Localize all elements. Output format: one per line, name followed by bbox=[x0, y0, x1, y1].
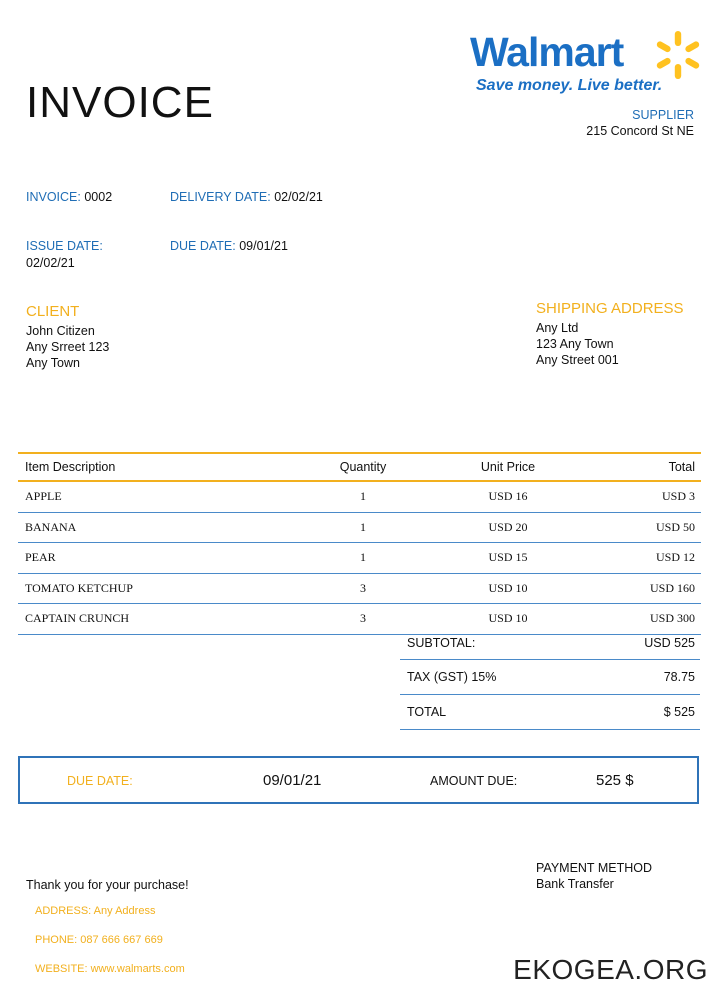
amount-due-box bbox=[18, 756, 699, 804]
shipping-line: Any Street 001 bbox=[536, 353, 619, 367]
client-line: Any Srreet 123 bbox=[26, 340, 110, 354]
item-unit-price: USD 20 bbox=[488, 519, 528, 534]
item-unit-price: USD 10 bbox=[488, 580, 528, 595]
subtotal-value: USD 525 bbox=[644, 636, 695, 650]
table-row bbox=[18, 513, 701, 544]
totals-block bbox=[400, 627, 700, 730]
item-total: USD 160 bbox=[649, 580, 695, 595]
due-date-value: 09/01/21 bbox=[239, 239, 288, 253]
item-description: PEAR bbox=[25, 550, 56, 565]
logo-word: Walmart bbox=[470, 29, 624, 75]
client-line: John Citizen bbox=[26, 324, 95, 338]
invoice-number-label: INVOICE: bbox=[26, 190, 81, 204]
invoice-number-value: 0002 bbox=[84, 190, 113, 204]
items-table bbox=[18, 452, 701, 635]
delivery-date bbox=[170, 189, 323, 205]
supplier-address: 215 Concord St NE bbox=[586, 124, 694, 138]
total-row bbox=[400, 695, 700, 730]
total-value: $ 525 bbox=[663, 705, 695, 719]
footer-address: ADDRESS: Any Address bbox=[35, 905, 156, 917]
subtotal-label: SUBTOTAL: bbox=[407, 636, 476, 650]
walmart-spark-icon bbox=[651, 30, 705, 80]
shipping-label: SHIPPING ADDRESS bbox=[536, 300, 684, 317]
item-unit-price: USD 16 bbox=[488, 489, 528, 504]
logo-tagline: Save money. Live better. bbox=[476, 77, 663, 94]
client-line: Any Town bbox=[26, 356, 80, 370]
thank-you-note: Thank you for your purchase! bbox=[26, 878, 189, 892]
item-description: TOMATO KETCHUP bbox=[25, 580, 133, 595]
item-unit-price: USD 10 bbox=[488, 611, 528, 626]
item-quantity: 1 bbox=[360, 519, 366, 534]
footer-phone: PHONE: 087 666 667 669 bbox=[35, 934, 163, 946]
total-label: TOTAL bbox=[407, 705, 447, 719]
subtotal-row bbox=[400, 627, 700, 660]
due-box-date-value: 09/01/21 bbox=[263, 772, 322, 789]
item-total: USD 300 bbox=[649, 611, 695, 626]
item-total: USD 12 bbox=[655, 550, 695, 565]
item-unit-price: USD 15 bbox=[488, 550, 528, 565]
table-row bbox=[18, 482, 701, 513]
due-date bbox=[170, 238, 288, 254]
due-box-amount-label: AMOUNT DUE: bbox=[430, 774, 518, 788]
shipping-line: Any Ltd bbox=[536, 321, 579, 335]
payment-method-label: PAYMENT METHOD bbox=[536, 861, 652, 875]
delivery-date-label: DELIVERY DATE: bbox=[170, 190, 271, 204]
header-quantity: Quantity bbox=[339, 460, 387, 474]
table-row bbox=[18, 543, 701, 574]
table-header bbox=[18, 452, 701, 482]
header-description: Item Description bbox=[25, 460, 116, 474]
item-total: USD 50 bbox=[655, 519, 695, 534]
tax-row bbox=[400, 660, 700, 695]
header-unit-price: Unit Price bbox=[480, 460, 536, 474]
walmart-logo bbox=[470, 28, 705, 100]
watermark: EKOGEA.ORG bbox=[513, 954, 708, 985]
item-total: USD 3 bbox=[661, 489, 695, 504]
table-row bbox=[18, 574, 701, 605]
client-label: CLIENT bbox=[26, 303, 80, 320]
supplier-label: SUPPLIER bbox=[632, 108, 694, 122]
issue-date-label: ISSUE DATE: bbox=[26, 239, 103, 253]
footer-website: WEBSITE: www.walmarts.com bbox=[35, 963, 185, 975]
item-description: BANANA bbox=[25, 519, 77, 534]
due-box-date-label: DUE DATE: bbox=[67, 774, 133, 788]
payment-method-value: Bank Transfer bbox=[536, 877, 614, 891]
item-quantity: 3 bbox=[360, 580, 366, 595]
item-quantity: 1 bbox=[360, 550, 366, 565]
item-description: APPLE bbox=[25, 489, 62, 504]
invoice-title: INVOICE bbox=[26, 78, 214, 127]
item-quantity: 3 bbox=[360, 611, 366, 626]
invoice-number bbox=[26, 189, 112, 205]
due-date-label: DUE DATE: bbox=[170, 239, 236, 253]
issue-date-value: 02/02/21 bbox=[26, 256, 75, 270]
tax-value: 78.75 bbox=[663, 670, 695, 684]
item-description: CAPTAIN CRUNCH bbox=[25, 611, 130, 626]
tax-label: TAX (GST) 15% bbox=[407, 670, 497, 684]
due-box-amount-value: 525 $ bbox=[596, 772, 634, 789]
item-quantity: 1 bbox=[360, 489, 366, 504]
header-total: Total bbox=[668, 460, 695, 474]
delivery-date-value: 02/02/21 bbox=[274, 190, 323, 204]
shipping-line: 123 Any Town bbox=[536, 337, 614, 351]
